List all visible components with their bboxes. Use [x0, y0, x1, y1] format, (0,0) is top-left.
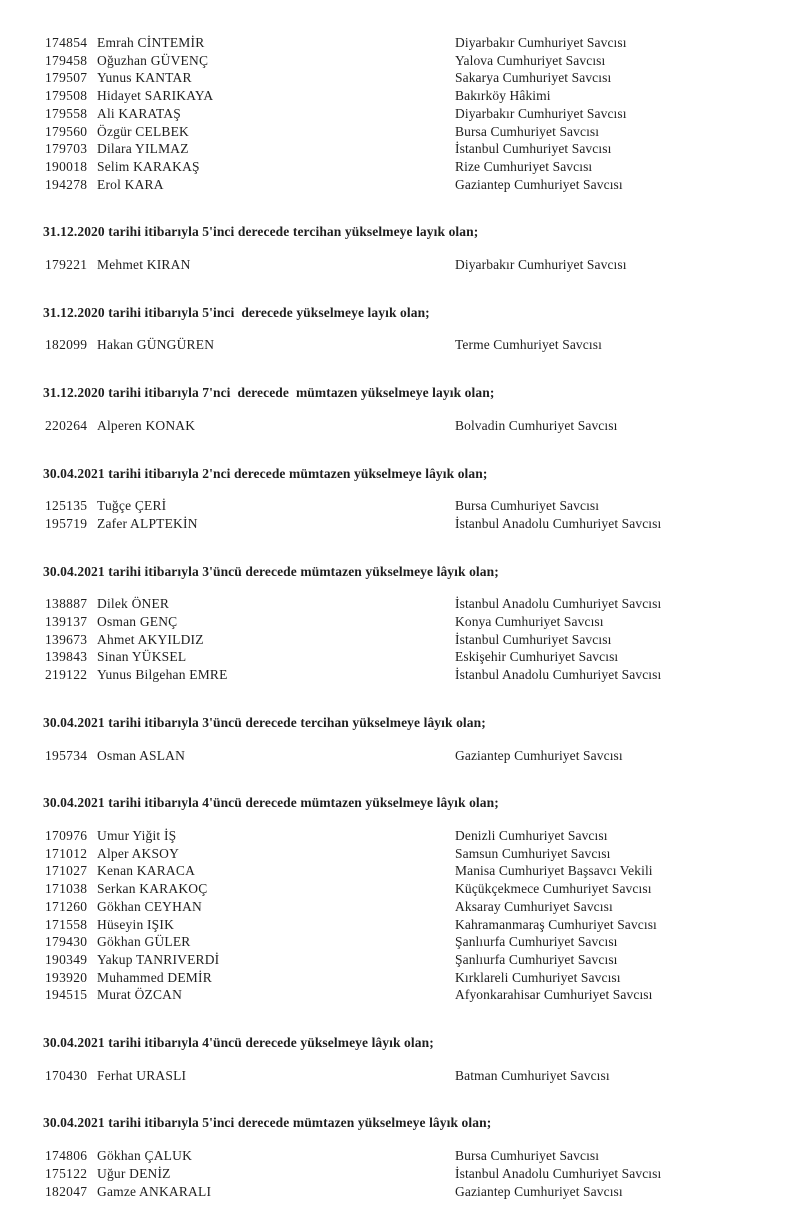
list-item: [45, 880, 798, 898]
assignment-title-cell: Manisa Cumhuriyet Başsavcı Vekili: [455, 863, 653, 879]
list-item: [45, 613, 798, 631]
list-item: [45, 986, 798, 1004]
section-heading: 30.04.2021 tarihi itibarıyla 3'üncü derecede tercihan yükselmeye lâyık olan;: [43, 714, 486, 730]
assignment-title-cell: İstanbul Cumhuriyet Savcısı: [455, 631, 612, 647]
assignment-title-cell: Gaziantep Cumhuriyet Savcısı: [455, 1183, 623, 1199]
list-item: [45, 140, 798, 158]
person-name-cell: Alperen KONAK: [97, 417, 196, 433]
registry-number-cell: 174806: [45, 1148, 88, 1164]
person-name-cell: Ali KARATAŞ: [97, 105, 182, 121]
person-name-cell: Yunus KANTAR: [97, 70, 192, 86]
assignment-title-cell: Rize Cumhuriyet Savcısı: [455, 158, 593, 174]
person-name-cell: Alper AKSOY: [97, 845, 180, 861]
registry-number-cell: 179430: [45, 934, 88, 950]
registry-number-cell: 171558: [45, 916, 88, 932]
assignment-title-cell: Terme Cumhuriyet Savcısı: [455, 337, 602, 353]
list-item: [45, 158, 798, 176]
list-item: [45, 1067, 798, 1085]
registry-number-cell: 170430: [45, 1067, 88, 1083]
registry-number-cell: 170976: [45, 827, 88, 843]
list-item: [45, 52, 798, 70]
registry-number-cell: 179560: [45, 123, 88, 139]
list-item: [45, 747, 798, 765]
registry-number-cell: 171260: [45, 898, 88, 914]
list-item: [45, 862, 798, 880]
assignment-title-cell: Konya Cumhuriyet Savcısı: [455, 614, 604, 630]
registry-number-cell: 182047: [45, 1183, 88, 1199]
registry-number-cell: 219122: [45, 667, 88, 683]
registry-number-cell: 179458: [45, 52, 88, 68]
assignment-title-cell: Kırklareli Cumhuriyet Savcısı: [455, 969, 621, 985]
list-item: [45, 1165, 798, 1183]
assignment-title-cell: Bakırköy Hâkimi: [455, 88, 551, 104]
registry-number-cell: 195719: [45, 515, 88, 531]
list-item: [45, 515, 798, 533]
assignment-title-cell: Batman Cumhuriyet Savcısı: [455, 1067, 610, 1083]
registry-number-cell: 190018: [45, 158, 88, 174]
person-name-cell: Erol KARA: [97, 176, 164, 192]
list-item: [45, 34, 798, 52]
list-item: [45, 631, 798, 649]
person-name-cell: Serkan KARAKOÇ: [97, 881, 208, 897]
assignment-title-cell: İstanbul Anadolu Cumhuriyet Savcısı: [455, 596, 662, 612]
registry-number-cell: 139843: [45, 649, 88, 665]
person-name-cell: Hüseyin IŞIK: [97, 916, 175, 932]
list-item: [45, 176, 798, 194]
registry-number-cell: 171012: [45, 845, 88, 861]
assignment-title-cell: Diyarbakır Cumhuriyet Savcısı: [455, 257, 627, 273]
registry-number-cell: 139673: [45, 631, 88, 647]
list-item: [45, 969, 798, 987]
list-item: [45, 105, 798, 123]
registry-number-cell: 138887: [45, 596, 88, 612]
registry-number-cell: 179508: [45, 88, 88, 104]
list-item: [45, 1183, 798, 1201]
list-item: [45, 898, 798, 916]
list-item: [45, 123, 798, 141]
assignment-title-cell: Şanlıurfa Cumhuriyet Savcısı: [455, 934, 618, 950]
registry-number-cell: 175122: [45, 1165, 88, 1181]
assignment-title-cell: Eskişehir Cumhuriyet Savcısı: [455, 649, 619, 665]
person-name-cell: Oğuzhan GÜVENÇ: [97, 52, 209, 68]
list-item: [45, 827, 798, 845]
assignment-title-cell: Bursa Cumhuriyet Savcısı: [455, 123, 600, 139]
person-name-cell: Dilek ÖNER: [97, 596, 170, 612]
assignment-title-cell: İstanbul Anadolu Cumhuriyet Savcısı: [455, 667, 662, 683]
person-name-cell: Gamze ANKARALI: [97, 1183, 212, 1199]
list-item: [45, 666, 798, 684]
person-name-cell: Selim KARAKAŞ: [97, 158, 200, 174]
person-name-cell: Hakan GÜNGÜREN: [97, 337, 215, 353]
registry-number-cell: 193920: [45, 969, 88, 985]
assignment-title-cell: Samsun Cumhuriyet Savcısı: [455, 845, 611, 861]
person-name-cell: Gökhan ÇALUK: [97, 1148, 193, 1164]
registry-number-cell: 125135: [45, 498, 88, 514]
registry-number-cell: 139137: [45, 614, 88, 630]
person-name-cell: Yunus Bilgehan EMRE: [97, 667, 228, 683]
list-item: [45, 256, 798, 274]
registry-number-cell: 190349: [45, 951, 88, 967]
person-name-cell: Mehmet KIRAN: [97, 257, 191, 273]
section-heading: 30.04.2021 tarihi itibarıyla 2'nci derecede mümtazen yükselmeye lâyık olan;: [43, 465, 488, 481]
assignment-title-cell: İstanbul Anadolu Cumhuriyet Savcısı: [455, 515, 662, 531]
list-item: [45, 1147, 798, 1165]
registry-number-cell: 195734: [45, 747, 88, 763]
list-item: [45, 336, 798, 354]
section-heading: 30.04.2021 tarihi itibarıyla 3'üncü derecede mümtazen yükselmeye lâyık olan;: [43, 563, 499, 579]
registry-number-cell: 194515: [45, 987, 88, 1003]
person-name-cell: Zafer ALPTEKİN: [97, 515, 198, 531]
person-name-cell: Özgür CELBEK: [97, 123, 190, 139]
person-name-cell: Osman GENÇ: [97, 614, 178, 630]
assignment-title-cell: İstanbul Anadolu Cumhuriyet Savcısı: [455, 1165, 662, 1181]
assignment-title-cell: Şanlıurfa Cumhuriyet Savcısı: [455, 951, 618, 967]
section-heading: 31.12.2020 tarihi itibarıyla 5'inci derecede tercihan yükselmeye layık olan;: [43, 224, 479, 240]
assignment-title-cell: Kahramanmaraş Cumhuriyet Savcısı: [455, 916, 657, 932]
person-name-cell: Tuğçe ÇERİ: [97, 498, 167, 514]
list-item: [45, 87, 798, 105]
person-name-cell: Uğur DENİZ: [97, 1165, 171, 1181]
list-item: [45, 69, 798, 87]
assignment-title-cell: Diyarbakır Cumhuriyet Savcısı: [455, 35, 627, 50]
registry-number-cell: 220264: [45, 417, 88, 433]
assignment-title-cell: Küçükçekmece Cumhuriyet Savcısı: [455, 881, 652, 897]
registry-number-cell: 179703: [45, 141, 88, 157]
person-name-cell: Muhammed DEMİR: [97, 969, 212, 985]
registry-number-cell: 182099: [45, 337, 88, 353]
assignment-title-cell: İstanbul Cumhuriyet Savcısı: [455, 141, 612, 157]
person-name-cell: Ahmet AKYILDIZ: [97, 631, 204, 647]
registry-number-cell: 179558: [45, 105, 88, 121]
registry-number-cell: 171027: [45, 863, 88, 879]
list-item: [45, 951, 798, 969]
person-name-cell: Gökhan CEYHAN: [97, 898, 202, 914]
assignment-title-cell: Denizli Cumhuriyet Savcısı: [455, 827, 608, 843]
registry-number-cell: 194278: [45, 176, 88, 192]
person-name-cell: Yakup TANRIVERDİ: [97, 951, 220, 967]
assignment-title-cell: Aksaray Cumhuriyet Savcısı: [455, 898, 613, 914]
list-item: [45, 916, 798, 934]
assignment-title-cell: Bolvadin Cumhuriyet Savcısı: [455, 417, 618, 433]
assignment-title-cell: Bursa Cumhuriyet Savcısı: [455, 1148, 600, 1164]
person-name-cell: Dilara YILMAZ: [97, 141, 189, 157]
assignment-title-cell: Gaziantep Cumhuriyet Savcısı: [455, 176, 623, 192]
assignment-title-cell: Afyonkarahisar Cumhuriyet Savcısı: [455, 987, 653, 1003]
list-item: [45, 933, 798, 951]
assignment-title-cell: Yalova Cumhuriyet Savcısı: [455, 52, 606, 68]
assignment-title-cell: Sakarya Cumhuriyet Savcısı: [455, 70, 612, 86]
person-name-cell: Osman ASLAN: [97, 747, 186, 763]
section-heading: 31.12.2020 tarihi itibarıyla 7'nci derecede mümtazen yükselmeye layık olan;: [43, 385, 495, 401]
assignment-title-cell: Bursa Cumhuriyet Savcısı: [455, 498, 600, 514]
list-item: [45, 845, 798, 863]
registry-number-cell: 179507: [45, 70, 88, 86]
person-name-cell: Emrah CİNTEMİR: [97, 35, 205, 50]
registry-number-cell: 179221: [45, 257, 88, 273]
section-heading: 30.04.2021 tarihi itibarıyla 5'inci derecede mümtazen yükselmeye lâyık olan;: [43, 1115, 492, 1131]
section-heading: 30.04.2021 tarihi itibarıyla 4'üncü derecede mümtazen yükselmeye lâyık olan;: [43, 795, 499, 811]
list-item: [45, 497, 798, 515]
assignment-title-cell: Gaziantep Cumhuriyet Savcısı: [455, 747, 623, 763]
person-name-cell: Sinan YÜKSEL: [97, 649, 187, 665]
person-name-cell: Gökhan GÜLER: [97, 934, 191, 950]
list-item: [45, 417, 798, 435]
registry-number-cell: 174854: [45, 35, 88, 50]
section-heading: 30.04.2021 tarihi itibarıyla 4'üncü derecede yükselmeye lâyık olan;: [43, 1035, 434, 1051]
registry-number-cell: 171038: [45, 881, 88, 897]
section-heading: 31.12.2020 tarihi itibarıyla 5'inci derecede yükselmeye layık olan;: [43, 304, 430, 320]
person-name-cell: Kenan KARACA: [97, 863, 196, 879]
person-name-cell: Murat ÖZCAN: [97, 987, 183, 1003]
list-item: [45, 595, 798, 613]
list-item: [45, 648, 798, 666]
person-name-cell: Hidayet SARIKAYA: [97, 88, 214, 104]
person-name-cell: Umur Yiğit İŞ: [97, 827, 177, 843]
person-name-cell: Ferhat URASLI: [97, 1067, 187, 1083]
assignment-title-cell: Diyarbakır Cumhuriyet Savcısı: [455, 105, 627, 121]
